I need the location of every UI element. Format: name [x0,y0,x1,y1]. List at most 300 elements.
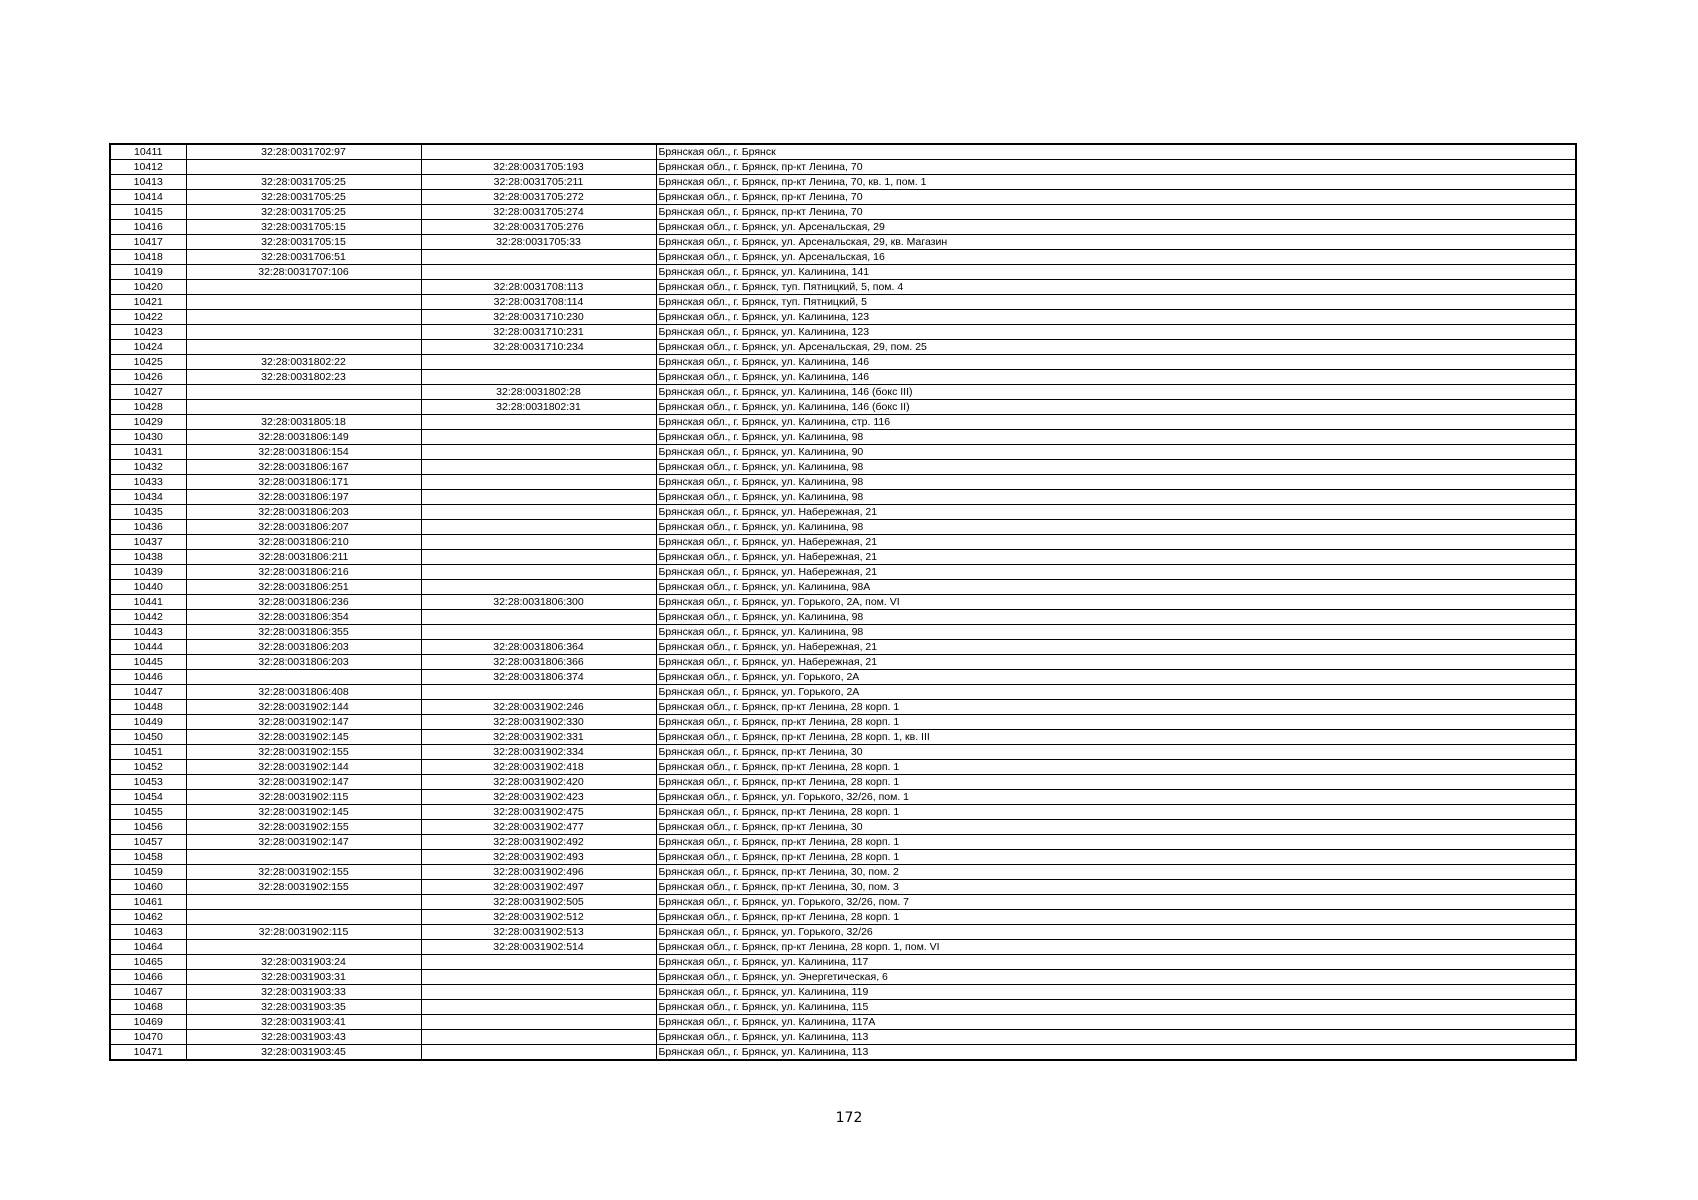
row-number-cell: 10470 [110,1030,186,1045]
address-cell: Брянская обл., г. Брянск, пр-кт Ленина, 70 [656,190,1576,205]
table-row [110,1015,1576,1030]
table-row [110,355,1576,370]
table-row [110,280,1576,295]
row-number-cell: 10422 [110,310,186,325]
cadastral-number-cell [186,385,421,400]
cadastral-number-cell: 32:28:0031902:144 [186,700,421,715]
table-row [110,325,1576,340]
cadastral-object-number-cell: 32:28:0031708:114 [421,295,656,310]
cadastral-object-number-cell [421,550,656,565]
table-row [110,700,1576,715]
cadastral-object-number-cell: 32:28:0031902:513 [421,925,656,940]
address-cell: Брянская обл., г. Брянск, ул. Горького, 32/26 [656,925,1576,940]
row-number-cell: 10421 [110,295,186,310]
row-number-cell: 10419 [110,265,186,280]
row-number-cell: 10465 [110,955,186,970]
cadastral-number-cell: 32:28:0031902:115 [186,925,421,940]
cadastral-number-cell: 32:28:0031902:115 [186,790,421,805]
row-number-cell: 10468 [110,1000,186,1015]
table-row [110,865,1576,880]
address-cell: Брянская обл., г. Брянск, пр-кт Ленина, 70, кв. 1, пом. 1 [656,175,1576,190]
cadastral-object-number-cell [421,565,656,580]
cadastral-number-cell: 32:28:0031806:236 [186,595,421,610]
table-row [110,685,1576,700]
cadastral-object-number-cell [421,535,656,550]
address-cell: Брянская обл., г. Брянск, пр-кт Ленина, 30 [656,745,1576,760]
row-number-cell: 10432 [110,460,186,475]
table-row [110,144,1576,160]
row-number-cell: 10461 [110,895,186,910]
address-cell: Брянская обл., г. Брянск, пр-кт Ленина, 28 корп. 1, кв. III [656,730,1576,745]
cadastral-number-cell [186,340,421,355]
cadastral-number-cell: 32:28:0031806:203 [186,505,421,520]
cadastral-object-number-cell: 32:28:0031705:274 [421,205,656,220]
address-cell: Брянская обл., г. Брянск, пр-кт Ленина, 30, пом. 3 [656,880,1576,895]
cadastral-number-cell: 32:28:0031806:171 [186,475,421,490]
cadastral-number-cell: 32:28:0031705:25 [186,205,421,220]
address-cell: Брянская обл., г. Брянск, ул. Калинина, 90 [656,445,1576,460]
address-cell: Брянская обл., г. Брянск, ул. Набережная, 21 [656,535,1576,550]
cadastral-object-number-cell: 32:28:0031806:366 [421,655,656,670]
cadastral-number-cell [186,400,421,415]
row-number-cell: 10425 [110,355,186,370]
table-row [110,550,1576,565]
cadastral-number-cell: 32:28:0031802:22 [186,355,421,370]
table-row [110,475,1576,490]
cadastral-object-number-cell: 32:28:0031902:493 [421,850,656,865]
cadastral-number-cell: 32:28:0031805:18 [186,415,421,430]
cadastral-number-cell [186,895,421,910]
cadastral-object-number-cell: 32:28:0031710:231 [421,325,656,340]
row-number-cell: 10469 [110,1015,186,1030]
address-cell: Брянская обл., г. Брянск, пр-кт Ленина, 28 корп. 1 [656,805,1576,820]
cadastral-object-number-cell [421,610,656,625]
cadastral-number-cell: 32:28:0031902:145 [186,730,421,745]
table-row [110,580,1576,595]
row-number-cell: 10450 [110,730,186,745]
row-number-cell: 10459 [110,865,186,880]
cadastral-object-number-cell: 32:28:0031902:334 [421,745,656,760]
cadastral-object-number-cell: 32:28:0031902:492 [421,835,656,850]
table-row [110,340,1576,355]
cadastral-number-cell: 32:28:0031705:25 [186,190,421,205]
cadastral-number-cell [186,910,421,925]
cadastral-number-cell: 32:28:0031902:155 [186,745,421,760]
row-number-cell: 10455 [110,805,186,820]
cadastral-number-cell: 32:28:0031902:147 [186,715,421,730]
address-cell: Брянская обл., г. Брянск, ул. Арсенальская, 29, кв. Магазин [656,235,1576,250]
table-row [110,445,1576,460]
row-number-cell: 10415 [110,205,186,220]
row-number-cell: 10449 [110,715,186,730]
cadastral-object-number-cell: 32:28:0031705:272 [421,190,656,205]
cadastral-object-number-cell: 32:28:0031902:331 [421,730,656,745]
table-row [110,1000,1576,1015]
cadastral-number-cell: 32:28:0031802:23 [186,370,421,385]
table-row [110,505,1576,520]
table-row [110,625,1576,640]
cadastral-number-cell: 32:28:0031806:354 [186,610,421,625]
cadastral-number-cell: 32:28:0031903:45 [186,1045,421,1061]
cadastral-number-cell: 32:28:0031903:24 [186,955,421,970]
address-cell: Брянская обл., г. Брянск, ул. Калинина, 119 [656,985,1576,1000]
address-cell: Брянская обл., г. Брянск, ул. Калинина, 98 [656,520,1576,535]
row-number-cell: 10433 [110,475,186,490]
table-row [110,490,1576,505]
cadastral-object-number-cell: 32:28:0031902:246 [421,700,656,715]
row-number-cell: 10411 [110,144,186,160]
row-number-cell: 10443 [110,625,186,640]
address-cell: Брянская обл., г. Брянск, ул. Калинина, 98 [656,475,1576,490]
row-number-cell: 10463 [110,925,186,940]
cadastral-object-number-cell [421,475,656,490]
cadastral-object-number-cell: 32:28:0031806:364 [421,640,656,655]
cadastral-number-cell: 32:28:0031903:43 [186,1030,421,1045]
table-row [110,835,1576,850]
address-cell: Брянская обл., г. Брянск, ул. Калинина, 98 [656,430,1576,445]
address-cell: Брянская обл., г. Брянск, ул. Набережная, 21 [656,505,1576,520]
address-cell: Брянская обл., г. Брянск, ул. Калинина, 146 (бокс III) [656,385,1576,400]
row-number-cell: 10412 [110,160,186,175]
table-row [110,790,1576,805]
row-number-cell: 10429 [110,415,186,430]
row-number-cell: 10440 [110,580,186,595]
table-row [110,235,1576,250]
cadastral-number-cell: 32:28:0031705:15 [186,235,421,250]
table-row [110,985,1576,1000]
row-number-cell: 10444 [110,640,186,655]
cadastral-object-number-cell [421,955,656,970]
table-row [110,175,1576,190]
cadastral-number-cell: 32:28:0031806:207 [186,520,421,535]
row-number-cell: 10427 [110,385,186,400]
address-cell: Брянская обл., г. Брянск, пр-кт Ленина, 28 корп. 1 [656,850,1576,865]
cadastral-object-number-cell [421,370,656,385]
address-cell: Брянская обл., г. Брянск, пр-кт Ленина, 28 корп. 1, пом. VI [656,940,1576,955]
row-number-cell: 10426 [110,370,186,385]
cadastral-number-cell: 32:28:0031702:97 [186,144,421,160]
cadastral-object-number-cell: 32:28:0031902:496 [421,865,656,880]
address-cell: Брянская обл., г. Брянск, ул. Калинина, 98А [656,580,1576,595]
cadastral-number-cell [186,310,421,325]
cadastral-object-number-cell [421,625,656,640]
cadastral-object-number-cell [421,685,656,700]
table-row [110,400,1576,415]
cadastral-number-cell: 32:28:0031902:147 [186,775,421,790]
address-cell: Брянская обл., г. Брянск, пр-кт Ленина, 28 корп. 1 [656,775,1576,790]
table-row [110,415,1576,430]
cadastral-number-cell: 32:28:0031903:35 [186,1000,421,1015]
row-number-cell: 10413 [110,175,186,190]
cadastral-object-number-cell: 32:28:0031902:475 [421,805,656,820]
table-row [110,265,1576,280]
cadastral-number-cell: 32:28:0031806:211 [186,550,421,565]
registry-table [109,143,1577,1061]
cadastral-number-cell: 32:28:0031903:31 [186,970,421,985]
table-row [110,370,1576,385]
cadastral-object-number-cell [421,1030,656,1045]
cadastral-number-cell: 32:28:0031705:25 [186,175,421,190]
cadastral-object-number-cell: 32:28:0031802:28 [421,385,656,400]
cadastral-number-cell [186,160,421,175]
table-row [110,250,1576,265]
table-row [110,220,1576,235]
cadastral-number-cell: 32:28:0031806:203 [186,655,421,670]
table-row [110,670,1576,685]
address-cell: Брянская обл., г. Брянск, пр-кт Ленина, 28 корп. 1 [656,835,1576,850]
address-cell: Брянская обл., г. Брянск, ул. Арсенальская, 16 [656,250,1576,265]
row-number-cell: 10452 [110,760,186,775]
address-cell: Брянская обл., г. Брянск, пр-кт Ленина, 28 корп. 1 [656,910,1576,925]
page-number: 172 [835,1110,863,1126]
table-row [110,655,1576,670]
address-cell: Брянская обл., г. Брянск, ул. Калинина, 98 [656,625,1576,640]
cadastral-object-number-cell [421,520,656,535]
table-row [110,310,1576,325]
address-cell: Брянская обл., г. Брянск, ул. Калинина, 98 [656,460,1576,475]
cadastral-object-number-cell: 32:28:0031806:374 [421,670,656,685]
cadastral-object-number-cell: 32:28:0031705:193 [421,160,656,175]
registry-table-body [110,144,1576,1060]
cadastral-number-cell: 32:28:0031902:155 [186,820,421,835]
table-row [110,745,1576,760]
table-row [110,820,1576,835]
address-cell: Брянская обл., г. Брянск, ул. Арсенальская, 29 [656,220,1576,235]
row-number-cell: 10431 [110,445,186,460]
row-number-cell: 10451 [110,745,186,760]
cadastral-number-cell: 32:28:0031902:145 [186,805,421,820]
cadastral-object-number-cell: 32:28:0031902:420 [421,775,656,790]
address-cell: Брянская обл., г. Брянск, туп. Пятницкий, 5 [656,295,1576,310]
cadastral-object-number-cell: 32:28:0031705:33 [421,235,656,250]
cadastral-number-cell: 32:28:0031705:15 [186,220,421,235]
cadastral-object-number-cell [421,490,656,505]
table-row [110,1045,1576,1061]
cadastral-number-cell: 32:28:0031903:33 [186,985,421,1000]
table-row [110,595,1576,610]
address-cell: Брянская обл., г. Брянск, ул. Калинина, 113 [656,1045,1576,1061]
cadastral-number-cell [186,325,421,340]
cadastral-object-number-cell: 32:28:0031710:234 [421,340,656,355]
row-number-cell: 10424 [110,340,186,355]
address-cell: Брянская обл., г. Брянск, ул. Калинина, 98 [656,490,1576,505]
cadastral-object-number-cell [421,1045,656,1061]
address-cell: Брянская обл., г. Брянск, ул. Калинина, 113 [656,1030,1576,1045]
row-number-cell: 10453 [110,775,186,790]
address-cell: Брянская обл., г. Брянск, ул. Калинина, 146 [656,355,1576,370]
address-cell: Брянская обл., г. Брянск, ул. Набережная, 21 [656,655,1576,670]
table-row [110,955,1576,970]
cadastral-object-number-cell: 32:28:0031902:418 [421,760,656,775]
address-cell: Брянская обл., г. Брянск, туп. Пятницкий, 5, пом. 4 [656,280,1576,295]
cadastral-number-cell: 32:28:0031806:167 [186,460,421,475]
row-number-cell: 10442 [110,610,186,625]
cadastral-object-number-cell [421,355,656,370]
address-cell: Брянская обл., г. Брянск, ул. Горького, 32/26, пом. 1 [656,790,1576,805]
cadastral-object-number-cell [421,265,656,280]
cadastral-object-number-cell: 32:28:0031705:276 [421,220,656,235]
address-cell: Брянская обл., г. Брянск, пр-кт Ленина, 28 корп. 1 [656,715,1576,730]
cadastral-number-cell [186,850,421,865]
address-cell: Брянская обл., г. Брянск, ул. Калинина, 123 [656,310,1576,325]
table-row [110,205,1576,220]
address-cell: Брянская обл., г. Брянск, ул. Калинина, 123 [656,325,1576,340]
cadastral-number-cell: 32:28:0031903:41 [186,1015,421,1030]
row-number-cell: 10446 [110,670,186,685]
row-number-cell: 10418 [110,250,186,265]
address-cell: Брянская обл., г. Брянск, ул. Набережная, 21 [656,640,1576,655]
cadastral-object-number-cell: 32:28:0031902:330 [421,715,656,730]
cadastral-number-cell: 32:28:0031706:51 [186,250,421,265]
cadastral-object-number-cell: 32:28:0031802:31 [421,400,656,415]
row-number-cell: 10416 [110,220,186,235]
cadastral-number-cell [186,940,421,955]
row-number-cell: 10457 [110,835,186,850]
cadastral-number-cell: 32:28:0031902:155 [186,880,421,895]
row-number-cell: 10428 [110,400,186,415]
cadastral-object-number-cell [421,505,656,520]
address-cell: Брянская обл., г. Брянск, ул. Энергетическая, 6 [656,970,1576,985]
cadastral-object-number-cell [421,430,656,445]
address-cell: Брянская обл., г. Брянск, пр-кт Ленина, 28 корп. 1 [656,760,1576,775]
table-row [110,970,1576,985]
table-row [110,430,1576,445]
cadastral-object-number-cell: 32:28:0031902:512 [421,910,656,925]
table-row [110,385,1576,400]
cadastral-object-number-cell [421,445,656,460]
row-number-cell: 10448 [110,700,186,715]
cadastral-object-number-cell: 32:28:0031705:211 [421,175,656,190]
cadastral-number-cell: 32:28:0031806:408 [186,685,421,700]
row-number-cell: 10467 [110,985,186,1000]
address-cell: Брянская обл., г. Брянск, ул. Калинина, 115 [656,1000,1576,1015]
row-number-cell: 10423 [110,325,186,340]
table-row [110,520,1576,535]
table-row [110,925,1576,940]
table-row [110,610,1576,625]
row-number-cell: 10420 [110,280,186,295]
row-number-cell: 10466 [110,970,186,985]
cadastral-object-number-cell: 32:28:0031902:423 [421,790,656,805]
table-row [110,535,1576,550]
table-row [110,760,1576,775]
table-row [110,190,1576,205]
row-number-cell: 10454 [110,790,186,805]
cadastral-number-cell: 32:28:0031806:210 [186,535,421,550]
row-number-cell: 10438 [110,550,186,565]
row-number-cell: 10441 [110,595,186,610]
cadastral-number-cell [186,295,421,310]
table-row [110,775,1576,790]
table-row [110,715,1576,730]
table-row [110,1030,1576,1045]
cadastral-object-number-cell: 32:28:0031902:514 [421,940,656,955]
row-number-cell: 10462 [110,910,186,925]
row-number-cell: 10456 [110,820,186,835]
address-cell: Брянская обл., г. Брянск, ул. Калинина, 117А [656,1015,1576,1030]
cadastral-object-number-cell: 32:28:0031902:505 [421,895,656,910]
table-row [110,640,1576,655]
row-number-cell: 10439 [110,565,186,580]
cadastral-object-number-cell [421,580,656,595]
cadastral-number-cell: 32:28:0031806:154 [186,445,421,460]
cadastral-object-number-cell: 32:28:0031806:300 [421,595,656,610]
row-number-cell: 10430 [110,430,186,445]
address-cell: Брянская обл., г. Брянск, пр-кт Ленина, 30, пом. 2 [656,865,1576,880]
cadastral-number-cell: 32:28:0031806:149 [186,430,421,445]
cadastral-object-number-cell [421,1000,656,1015]
cadastral-object-number-cell [421,970,656,985]
cadastral-object-number-cell [421,415,656,430]
table-row [110,460,1576,475]
cadastral-number-cell [186,280,421,295]
address-cell: Брянская обл., г. Брянск, пр-кт Ленина, 70 [656,205,1576,220]
row-number-cell: 10458 [110,850,186,865]
cadastral-number-cell: 32:28:0031902:155 [186,865,421,880]
table-row [110,940,1576,955]
address-cell: Брянская обл., г. Брянск, ул. Горького, 2А, пом. VI [656,595,1576,610]
row-number-cell: 10435 [110,505,186,520]
cadastral-object-number-cell [421,250,656,265]
cadastral-object-number-cell [421,1015,656,1030]
table-row [110,910,1576,925]
cadastral-object-number-cell: 32:28:0031710:230 [421,310,656,325]
address-cell: Брянская обл., г. Брянск, ул. Набережная, 21 [656,550,1576,565]
cadastral-number-cell: 32:28:0031707:106 [186,265,421,280]
cadastral-object-number-cell [421,985,656,1000]
address-cell: Брянская обл., г. Брянск, ул. Набережная, 21 [656,565,1576,580]
row-number-cell: 10447 [110,685,186,700]
row-number-cell: 10414 [110,190,186,205]
address-cell: Брянская обл., г. Брянск, пр-кт Ленина, 70 [656,160,1576,175]
address-cell: Брянская обл., г. Брянск, ул. Калинина, 98 [656,610,1576,625]
address-cell: Брянская обл., г. Брянск, ул. Калинина, 117 [656,955,1576,970]
row-number-cell: 10436 [110,520,186,535]
table-row [110,160,1576,175]
address-cell: Брянская обл., г. Брянск, ул. Калинина, 146 [656,370,1576,385]
table-row [110,850,1576,865]
cadastral-number-cell: 32:28:0031806:216 [186,565,421,580]
cadastral-object-number-cell: 32:28:0031902:497 [421,880,656,895]
address-cell: Брянская обл., г. Брянск, ул. Калинина, стр. 116 [656,415,1576,430]
cadastral-number-cell: 32:28:0031902:147 [186,835,421,850]
cadastral-number-cell [186,670,421,685]
address-cell: Брянская обл., г. Брянск, ул. Горького, 32/26, пом. 7 [656,895,1576,910]
row-number-cell: 10434 [110,490,186,505]
cadastral-number-cell: 32:28:0031806:197 [186,490,421,505]
address-cell: Брянская обл., г. Брянск, ул. Калинина, 141 [656,265,1576,280]
row-number-cell: 10445 [110,655,186,670]
cadastral-number-cell: 32:28:0031806:251 [186,580,421,595]
row-number-cell: 10471 [110,1045,186,1061]
address-cell: Брянская обл., г. Брянск, пр-кт Ленина, 28 корп. 1 [656,700,1576,715]
cadastral-object-number-cell [421,144,656,160]
cadastral-object-number-cell: 32:28:0031708:113 [421,280,656,295]
row-number-cell: 10460 [110,880,186,895]
address-cell: Брянская обл., г. Брянск, ул. Арсенальская, 29, пом. 25 [656,340,1576,355]
cadastral-number-cell: 32:28:0031806:355 [186,625,421,640]
table-row [110,895,1576,910]
cadastral-number-cell: 32:28:0031902:144 [186,760,421,775]
table-row [110,880,1576,895]
table-row [110,730,1576,745]
address-cell: Брянская обл., г. Брянск [656,144,1576,160]
address-cell: Брянская обл., г. Брянск, пр-кт Ленина, 30 [656,820,1576,835]
address-cell: Брянская обл., г. Брянск, ул. Горького, 2А [656,685,1576,700]
cadastral-object-number-cell [421,460,656,475]
row-number-cell: 10417 [110,235,186,250]
row-number-cell: 10464 [110,940,186,955]
